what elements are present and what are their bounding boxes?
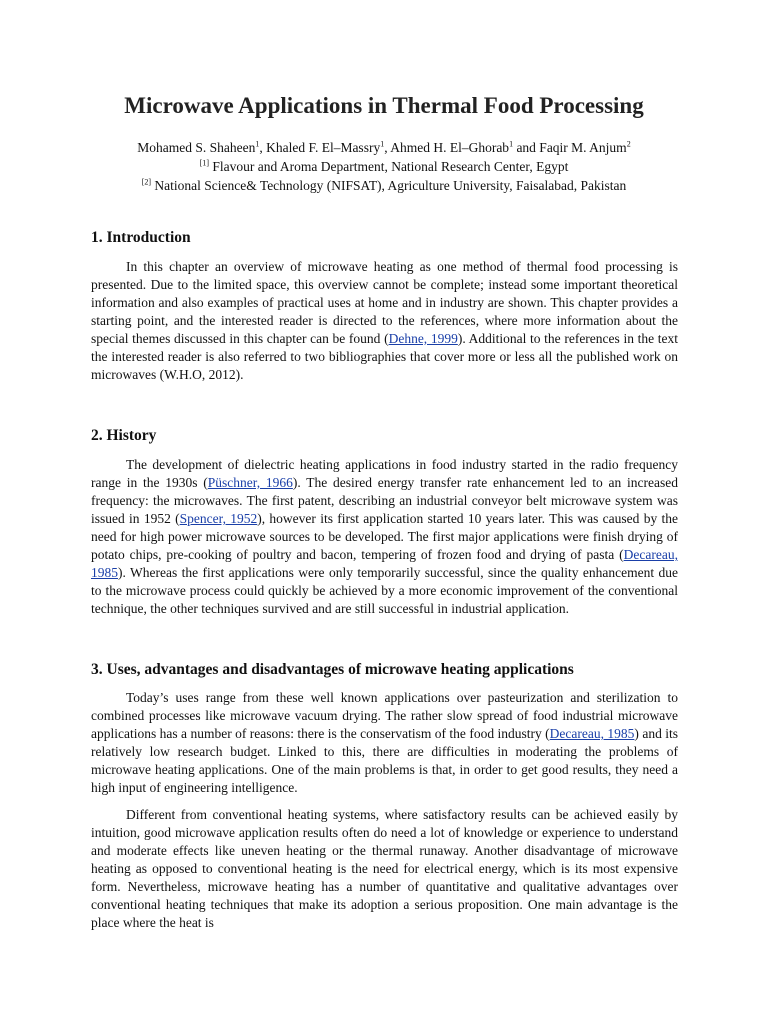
author-block: [0, 138, 768, 195]
paper-title: Microwave Applications in Thermal Food Processing: [124, 93, 644, 118]
section-heading-uses: 3. Uses, advantages and disadvantages of microwave heating applications: [91, 661, 574, 678]
affiliation-2-mark: [2]: [141, 177, 152, 187]
citation-link-spencer-1952[interactable]: Spencer, 1952: [179, 511, 258, 526]
author-1-affiliation-mark: 1: [255, 139, 260, 149]
author-line: [0, 138, 768, 157]
author-4-affiliation-mark: 2: [626, 139, 631, 149]
author-3: , Ahmed H. El–Ghorab: [384, 140, 510, 155]
uses-paragraph-1: [91, 689, 678, 797]
section-heading-introduction: 1. Introduction: [91, 229, 191, 246]
affiliation-1: [0, 157, 768, 176]
history-text-2: ). The desired energy transfer rate enhancement led to an increased frequency: the microwaves. The first patent, describing an industrial conveyor belt microwave system was issued in 1952 (: [91, 475, 678, 526]
affiliation-2-text: National Science& Technology (NIFSAT), Agriculture University, Faisalabad, Pakistan: [151, 178, 627, 193]
author-4: and Faqir M. Anjum: [513, 140, 627, 155]
author-1: Mohamed S. Shaheen: [137, 140, 256, 155]
affiliation-1-text: Flavour and Aroma Department, National Research Center, Egypt: [208, 159, 569, 174]
section-heading-history: 2. History: [91, 427, 157, 444]
citation-link-decareau-1985-2[interactable]: Decareau, 1985: [549, 726, 635, 741]
history-text: The development of dielectric heating applications in food industry started in the radio frequency range in the 1930s (: [91, 457, 678, 490]
uses-paragraph-2: Different from conventional heating systems, where satisfactory results can be achieved easily by intuition, good microwave application results often do need a lot of knowledge or experience to understand and moderate effects like uneven heating or the thermal runaway. Another disadvantage of microwave heating as opposed to conventional heating is the need for electrical energy, which is its most expensive form. Nevertheless, microwave heating has a number of quantitative and qualitative advantages over conventional heating techniques that make its adoption a serious proposition. One main advantage is the place where the heat is: [91, 807, 678, 930]
uses-text: Today’s uses range from these well known applications over pasteurization and sterilization to combined processes like microwave vacuum drying. The rather slow spread of food industrial microwave applications has a number of reasons: there is the conservatism of the food industry (: [91, 690, 678, 741]
introduction-paragraph: [91, 258, 678, 384]
history-text-3: ), however its first application started 10 years later. This was caused by the need for high power microwave sources to be developed. The first major applications were finish drying of potato chips, pre-cooking of poultry and bacon, tempering of frozen food and drying of pasta (: [91, 511, 678, 562]
history-text-4: ). Whereas the first applications were only temporarily successful, since the quality enhancement due to the microwave process could quickly be achieved by a more economic improvement of the conventional technique, the other techniques survived and are still successful in industrial application.: [91, 565, 678, 616]
author-2-affiliation-mark: 1: [380, 139, 385, 149]
affiliation-1-mark: [1]: [199, 158, 209, 168]
citation-link-puschner-1966[interactable]: Püschner, 1966: [207, 475, 293, 490]
uses-text-continued: ) and its relatively low research budget. Linked to this, there are difficulties in moderating the problems of microwave heating applications. One of the main problems is that, in order to get good results, they need a high input of engineering intelligence.: [91, 726, 678, 795]
introduction-text-continued: ). Additional to the references in the text the interested reader is also referred to two bibliographies that cover more or less all the published work on microwaves (W.H.O, 2012).: [91, 331, 678, 382]
history-paragraph: [91, 456, 678, 618]
affiliation-2: [0, 176, 768, 195]
citation-link-decareau-1985[interactable]: Decareau, 1985: [91, 547, 678, 580]
author-2: , Khaled F. El–Massry: [259, 140, 381, 155]
introduction-text: In this chapter an overview of microwave heating as one method of thermal food processing is presented. Due to the limited space, this overview cannot be complete; instead some important theoretical information and also examples of practical uses at home and in industry are shown. This chapter provides a starting point, and the interested reader is directed to the references, where more information about the special themes discussed in this chapter can be found (: [91, 259, 678, 346]
citation-link-dehne-1999[interactable]: Dehne, 1999: [388, 331, 458, 346]
author-3-affiliation-mark: 1: [509, 139, 514, 149]
